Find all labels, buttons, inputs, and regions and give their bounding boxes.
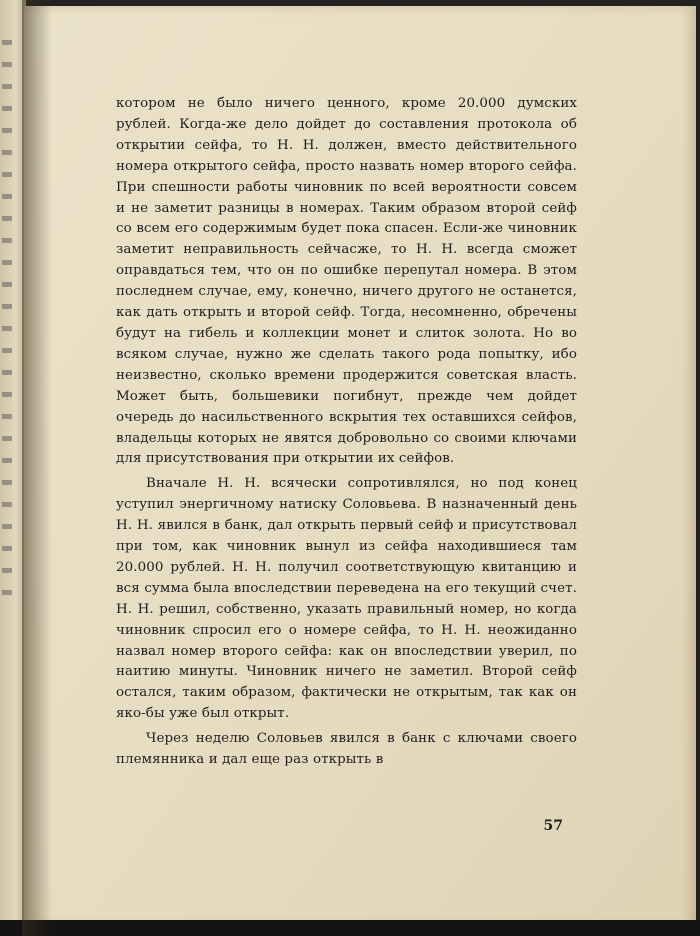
paragraph-3: Через неделю Соловьев явился в банк с ключами своего племянника и дал еще раз открыть в [116, 731, 577, 768]
bottom-edge [0, 920, 700, 936]
gutter-shadow [22, 0, 52, 936]
paragraph-1: котором не было ничего ценного, кроме 20.000 думских рублей. Когда-же дело дойдет до составления протокола об открытии сейфа, то Н. Н. должен, вместо действительного номера открытого сейфа, просто назвать номер второго сейфа. При спешности работы чиновник по всей вероятности совсем и не заметит разницы в номерах. Таким образом второй сейф со всем его содержимым будет пока спасен. Если-же чиновник заметит неправильность сейчасже, то Н. Н. всегда сможет оправдаться тем, что он по ошибке перепутал номера. В этом последнем случае, ему, конечно, ничего другого не останется, как дать открыть и второй сейф. Тогда, несомненно, обречены будут на гибель и коллекции монет и слиток золота. Но во всяком случае, нужно же сделать такого рода попытку, ибо неизвестно, сколько времени продержится советская власть. Может быть, большевики погибнут, прежде чем дойдет очередь до насильственного вскрытия тех оставшихся сейфов, владельцы которых не явятся добровольно со своими ключами для присутствования при открытии их сейфов. [116, 96, 577, 467]
page-text [116, 94, 577, 771]
left-page-text-edge [2, 40, 12, 600]
page-number: 57 [543, 818, 563, 834]
book-page [24, 6, 696, 926]
paragraph-2: Вначале Н. Н. всячески сопротивлялся, но под конец уступил энергичному натиску Соловьева. В назначенный день Н. Н. явился в банк, дал открыть первый сейф и присутствовал при том, как чиновник вынул из сейфа находившиеся там 20.000 рублей. Н. Н. получил соответствующую квитанцию и вся сумма была впоследствии переведена на его текущий счет. Н. Н. решил, собственно, указать правильный номер, но когда чиновник спросил его о номере сейфа, то Н. Н. неожиданно назвал номер второго сейфа: как он впоследствии уверил, по наитию минуты. Чиновник ничего не заметил. Второй сейф остался, таким образом, фактически не открытым, так как он яко-бы уже был открыт. [116, 476, 577, 722]
